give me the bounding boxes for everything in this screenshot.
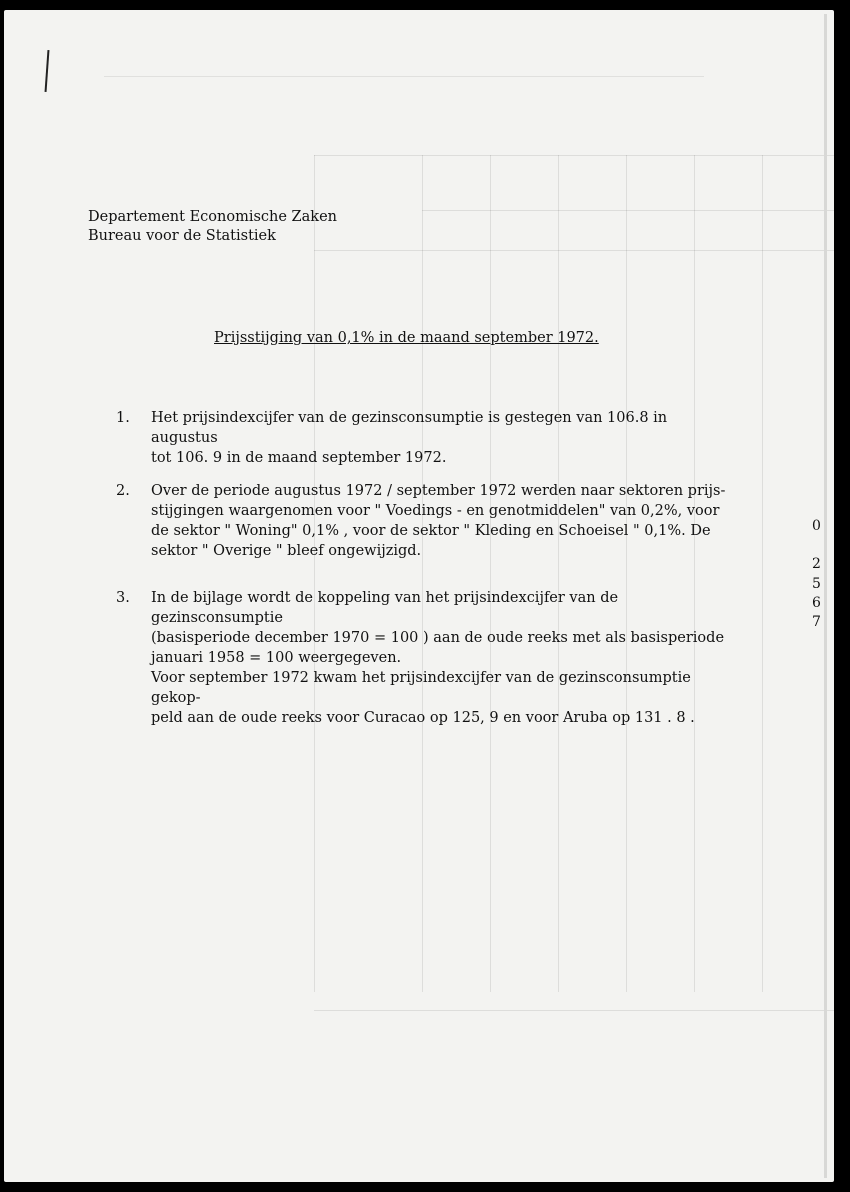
item-number: 1.: [116, 410, 130, 426]
department-header: [88, 208, 337, 246]
margin-digit: 7: [812, 614, 821, 630]
item-line: Het prijsindexcijfer van de gezinsconsumptie is gestegen van 106.8 in augustus: [151, 410, 668, 446]
item-number: 3.: [116, 590, 130, 606]
item-text: [151, 588, 731, 728]
page-edge-shadow: [824, 14, 827, 1178]
item-line: Voor september 1972 kwam het prijsindexcijfer van de gezinsconsumptie gekop-: [151, 670, 691, 706]
item-text: [151, 408, 731, 468]
item-text: [151, 481, 731, 561]
bureau-name: Bureau voor de Statistiek: [88, 228, 276, 244]
department-name: Departement Economische Zaken: [88, 209, 337, 225]
item-line: Over de periode augustus 1972 / september 1972 werden naar sektoren prijs-: [151, 483, 726, 499]
item-line: (basisperiode december 1970 = 100 ) aan de oude reeks met als basisperiode: [151, 630, 725, 646]
item-line: de sektor " Woning" 0,1% , voor de sektor " Kleding en Schoeisel " 0,1%. De: [151, 523, 711, 539]
item-line: stijgingen waargenomen voor " Voedings - en genotmiddelen" van 0,2%, voor: [151, 503, 720, 519]
document-page: [4, 10, 834, 1182]
item-line: peld aan de oude reeks voor Curacao op 125, 9 en voor Aruba op 131 . 8 .: [151, 710, 695, 726]
item-line: sektor " Overige " bleef ongewijzigd.: [151, 543, 422, 559]
item-line: tot 106. 9 in de maand september 1972.: [151, 450, 447, 466]
page-title: Prijsstijging van 0,1% in de maand september 1972.: [214, 330, 599, 346]
margin-digit: 2: [812, 556, 821, 572]
margin-digit: 6: [812, 595, 821, 611]
margin-digit: 0: [812, 518, 821, 534]
item-line: januari 1958 = 100 weergegeven.: [151, 650, 402, 666]
item-number: 2.: [116, 483, 130, 499]
margin-digit: 5: [812, 576, 821, 592]
item-line: In de bijlage wordt de koppeling van het prijsindexcijfer van de gezinsconsumptie: [151, 590, 619, 626]
